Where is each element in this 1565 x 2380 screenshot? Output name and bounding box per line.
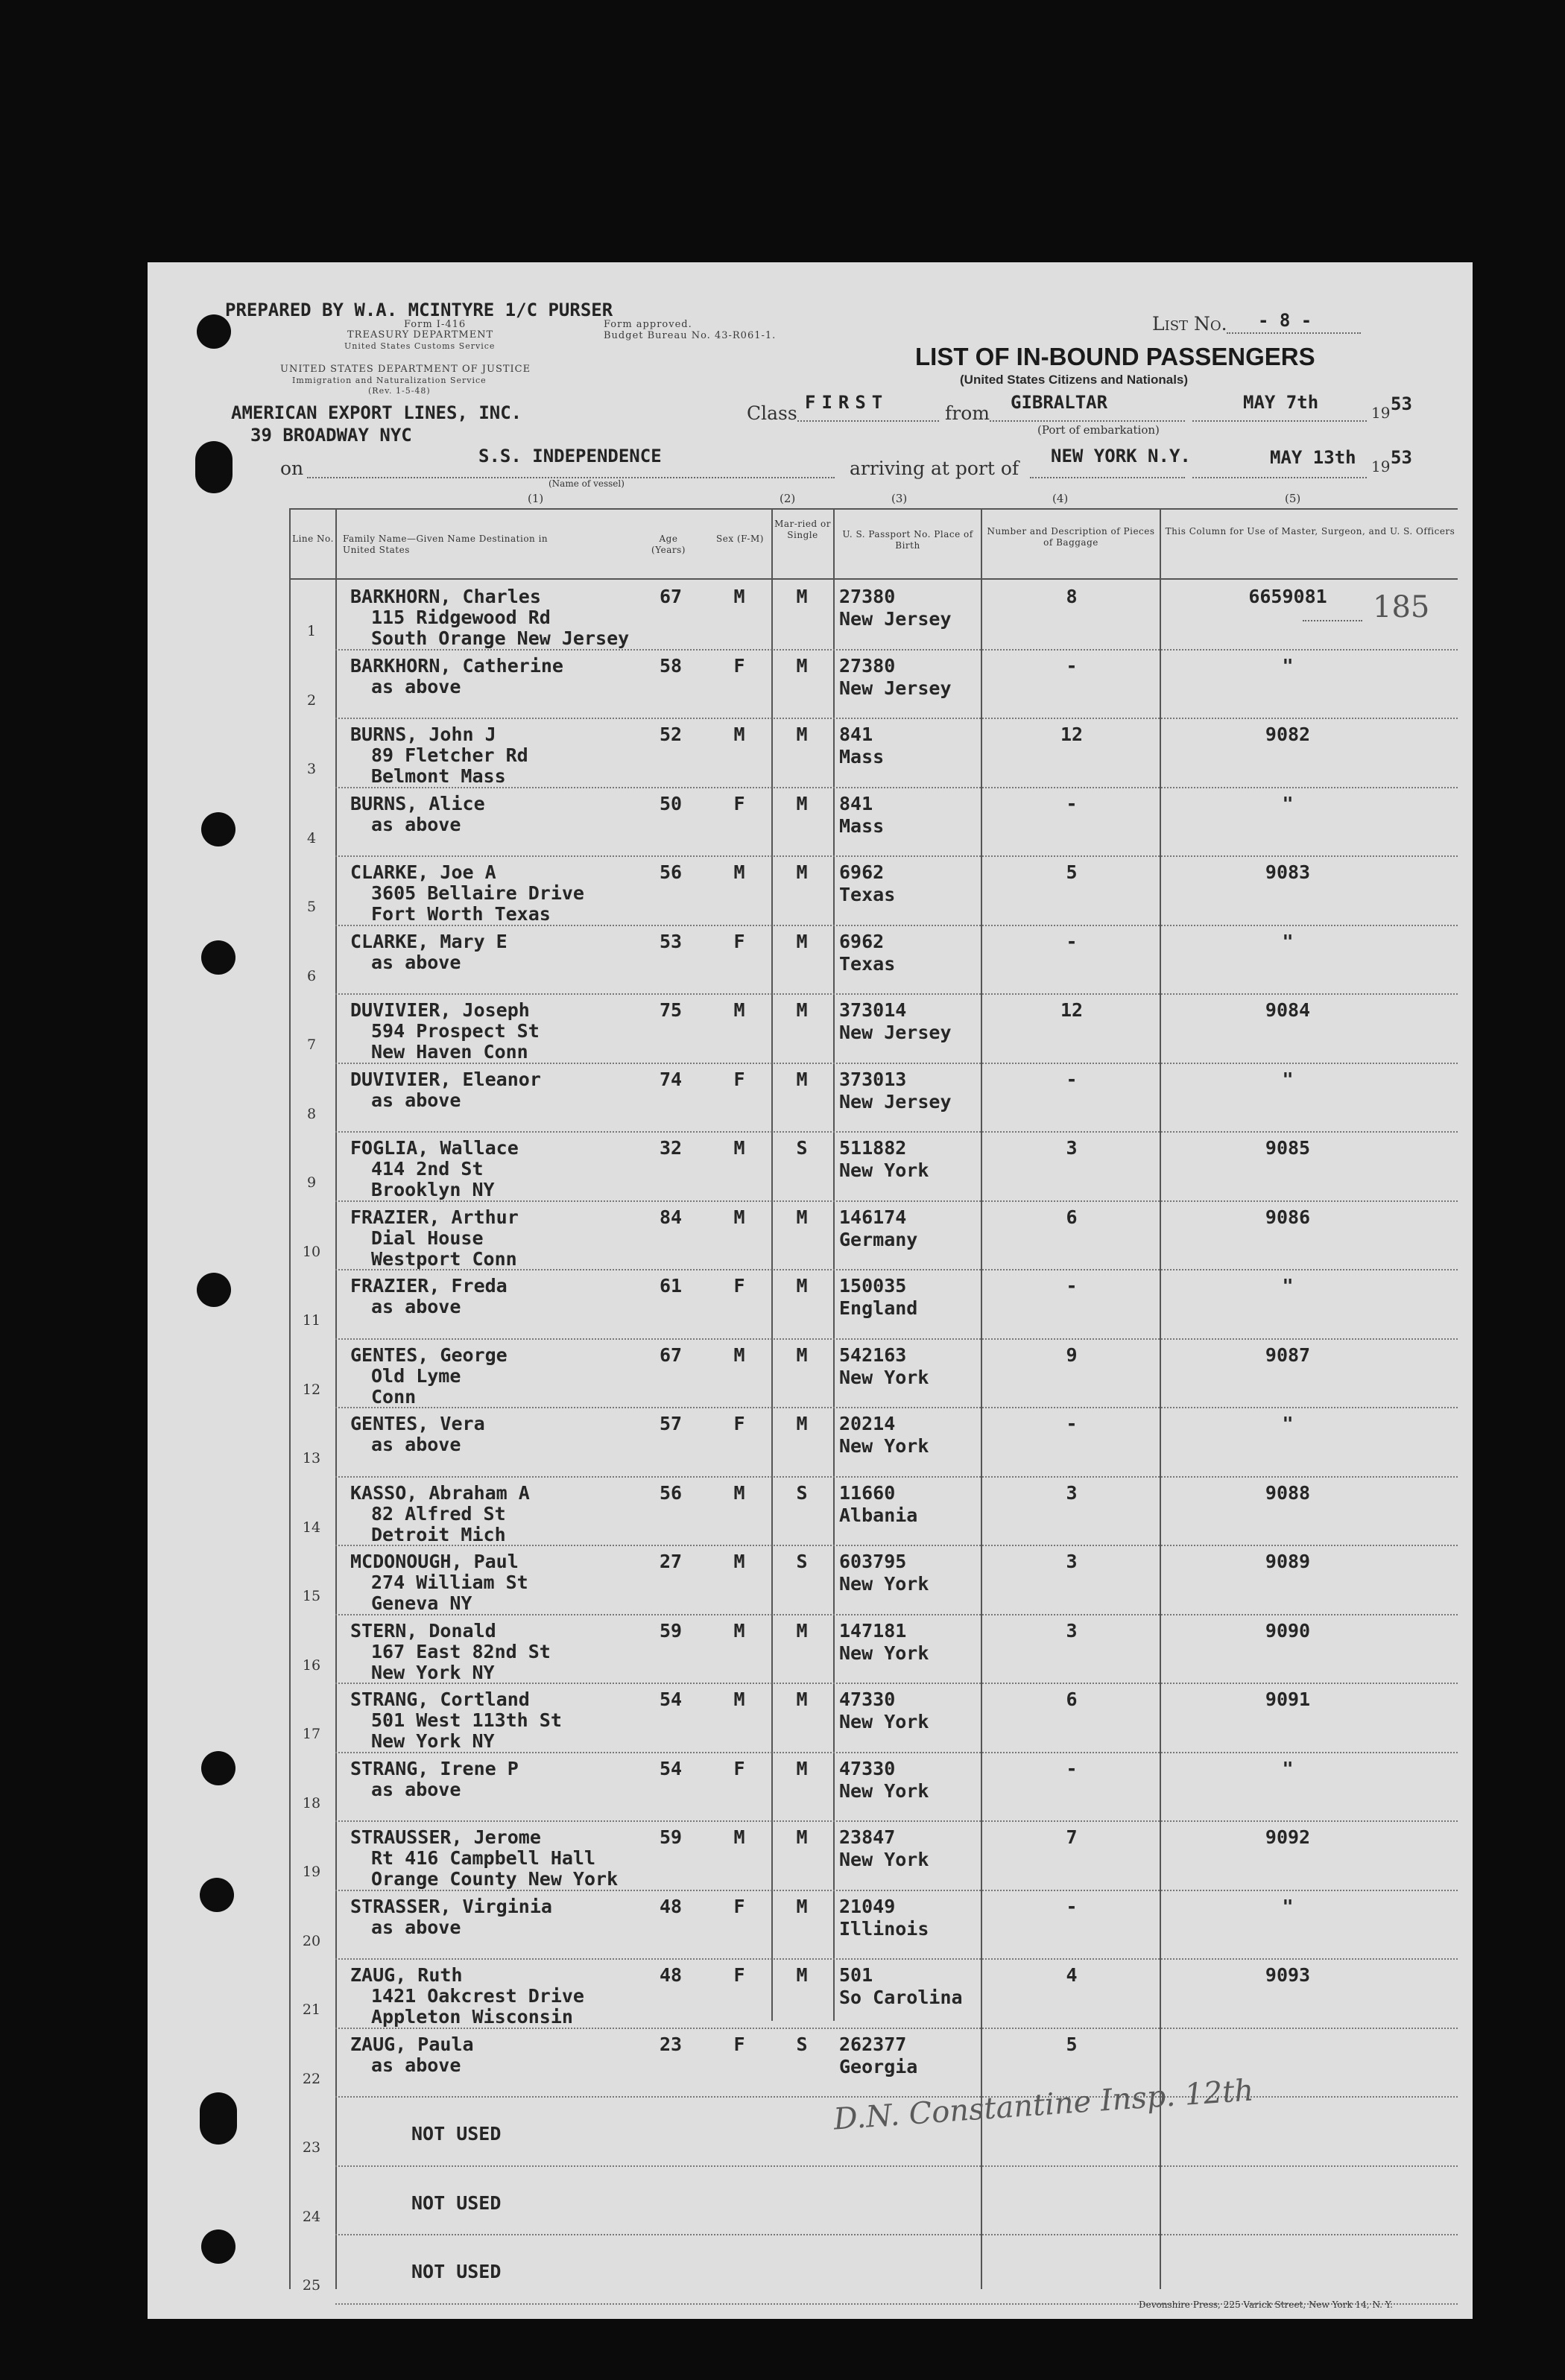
officer-use-value: 9085 [1265, 1137, 1311, 1159]
passenger-age: 59 [659, 1826, 683, 1848]
list-number: - 8 - [1258, 310, 1312, 331]
passenger-address: as above [371, 1434, 461, 1455]
passenger-age: 57 [659, 1413, 683, 1434]
baggage-count: - [1066, 1275, 1078, 1297]
passenger-sex: M [733, 724, 745, 745]
passenger-name: STRANG, Irene P [350, 1757, 519, 1779]
baggage-count: 3 [1066, 1481, 1078, 1504]
baggage-count: 3 [1066, 1619, 1078, 1642]
passport-number: 262377 [839, 2033, 907, 2055]
baggage-count: 5 [1066, 2033, 1078, 2055]
passport-number: 47330 [839, 1757, 896, 1779]
list-no-label: List No. [1152, 313, 1227, 335]
officer-use-value: " [1282, 792, 1294, 814]
baggage-count: - [1066, 654, 1078, 677]
officer-use-value: " [1282, 1413, 1294, 1434]
col-number-4: (4) [1052, 492, 1069, 505]
passenger-sex: F [733, 2033, 745, 2055]
line-number: 2 [306, 691, 317, 709]
passenger-name: CLARKE, Mary E [350, 930, 508, 952]
embarkation-date: MAY 7th [1243, 392, 1319, 413]
arrival-date: MAY 13th [1270, 447, 1356, 468]
passenger-address: 1421 Oakcrest Drive [371, 1985, 584, 2007]
passport-number: 147181 [839, 1619, 907, 1642]
line-number: 17 [302, 1726, 321, 1742]
line-number: 21 [302, 2001, 321, 2018]
officer-use-value: 9088 [1265, 1481, 1311, 1504]
place-of-birth: England [839, 1297, 918, 1319]
passenger-marital-status: M [796, 792, 808, 814]
line-number: 22 [302, 2070, 321, 2087]
punch-hole [200, 1878, 234, 1912]
line-number: 5 [306, 899, 317, 915]
line-number: 15 [302, 1588, 321, 1604]
passenger-sex: F [733, 1964, 745, 1986]
passenger-address: as above [371, 813, 461, 835]
officer-use-value: " [1282, 654, 1294, 677]
printer-footer: Devonshire Press, 225 Varick Street, New York 14, N. Y. [1139, 2300, 1394, 2310]
line-number: 12 [302, 1381, 321, 1398]
treasury-dept: TREASURY DEPARTMENT [347, 329, 494, 341]
passenger-sex: M [733, 1137, 745, 1159]
form-approved: Form approved. [604, 319, 692, 330]
passenger-age: 48 [659, 1964, 683, 1986]
passport-number: 373013 [839, 1068, 907, 1090]
passenger-marital-status: M [796, 999, 808, 1021]
passport-number: 11660 [839, 1481, 896, 1504]
passenger-address: Old Lyme [371, 1364, 461, 1387]
class-label: Class [747, 402, 797, 424]
passenger-city: Detroit Mich [371, 1523, 506, 1545]
baggage-count: - [1066, 1895, 1078, 1917]
officer-use-value: 9091 [1265, 1689, 1311, 1710]
passenger-city: Brooklyn NY [371, 1179, 495, 1200]
officer-use-value: " [1282, 930, 1294, 952]
passenger-sex: M [733, 1619, 745, 1642]
ins-service: Immigration and Naturalization Service [292, 376, 487, 385]
passenger-age: 67 [659, 586, 683, 607]
passenger-sex: F [733, 1068, 745, 1090]
officer-use-value: 9083 [1265, 861, 1311, 883]
passenger-sex: M [733, 1206, 745, 1228]
line-number: 6 [306, 967, 317, 984]
col-number-2: (2) [780, 492, 796, 505]
header-baggage: Number and Description of Pieces of Baggage [987, 526, 1155, 548]
passenger-marital-status: M [796, 654, 808, 677]
passenger-marital-status: M [796, 1275, 808, 1297]
passenger-marital-status: M [796, 861, 808, 883]
prepared-by: PREPARED BY W.A. MCINTYRE 1/C PURSER [225, 300, 613, 320]
form-number: Form I-416 [404, 319, 467, 330]
place-of-birth: New York [839, 1849, 929, 1870]
passenger-marital-status: M [796, 930, 808, 952]
passenger-age: 74 [659, 1068, 683, 1090]
line-number: 7 [306, 1036, 317, 1053]
passport-number: 150035 [839, 1275, 907, 1297]
passenger-address: as above [371, 1916, 461, 1938]
passport-number: 20214 [839, 1413, 896, 1434]
line-number: 9 [306, 1174, 317, 1191]
passenger-name: ZAUG, Paula [350, 2033, 474, 2055]
baggage-count: 7 [1066, 1826, 1078, 1848]
punch-hole [201, 812, 235, 846]
place-of-birth: New York [839, 1366, 929, 1388]
passport-number: 146174 [839, 1206, 907, 1228]
place-of-birth: New York [839, 1711, 929, 1732]
passenger-age: 56 [659, 861, 683, 883]
passenger-name: GENTES, Vera [350, 1413, 485, 1434]
on-label: on [280, 458, 304, 479]
passenger-age: 59 [659, 1619, 683, 1642]
passenger-sex: M [733, 1344, 745, 1366]
passenger-marital-status: M [796, 1964, 808, 1986]
not-used-row: NOT USED [411, 2261, 502, 2282]
passenger-address: 501 West 113th St [371, 1709, 562, 1731]
passenger-sex: M [733, 586, 745, 607]
from-label: from [945, 402, 990, 424]
passenger-age: 54 [659, 1757, 683, 1779]
not-used-row: NOT USED [411, 2123, 502, 2145]
line-number: 20 [302, 1932, 321, 1949]
line-number: 19 [302, 1864, 321, 1880]
passenger-marital-status: M [796, 1619, 808, 1642]
passenger-address: as above [371, 1296, 461, 1317]
passenger-address: as above [371, 951, 461, 973]
baggage-count: 12 [1060, 724, 1084, 745]
line-number: 1 [306, 623, 317, 639]
passenger-marital-status: M [796, 1895, 808, 1917]
passenger-age: 50 [659, 792, 683, 814]
place-of-birth: Albania [839, 1504, 918, 1526]
passenger-marital-status: S [796, 1481, 808, 1504]
passenger-sex: F [733, 1413, 745, 1434]
col-number-1: (1) [528, 492, 544, 505]
passport-number: 511882 [839, 1137, 907, 1159]
passenger-address: 167 East 82nd St [371, 1640, 551, 1662]
passenger-age: 54 [659, 1689, 683, 1710]
place-of-birth: New York [839, 1573, 929, 1595]
passenger-sex: F [733, 930, 745, 952]
punch-hole [201, 940, 235, 975]
baggage-count: - [1066, 1413, 1078, 1434]
header-passport: U. S. Passport No. Place of Birth [842, 529, 973, 551]
place-of-birth: Texas [839, 884, 896, 905]
passenger-address: as above [371, 675, 461, 697]
baggage-count: 3 [1066, 1551, 1078, 1572]
baggage-count: 9 [1066, 1344, 1078, 1366]
passport-number: 501 [839, 1964, 873, 1986]
shipping-line: AMERICAN EXPORT LINES, INC. [231, 402, 522, 423]
punch-hole [201, 1751, 235, 1785]
passenger-city: Westport Conn [371, 1247, 517, 1270]
punch-hole [200, 2092, 237, 2145]
punch-hole [197, 1273, 231, 1307]
passenger-name: BURNS, John J [350, 724, 496, 745]
not-used-row: NOT USED [411, 2191, 502, 2214]
place-of-birth: Illinois [839, 1917, 929, 1940]
class-value: FIRST [805, 392, 889, 413]
passenger-address: as above [371, 1778, 461, 1800]
passenger-city: Belmont Mass [371, 765, 506, 787]
place-of-birth: Georgia [839, 2055, 918, 2077]
passenger-marital-status: M [796, 1757, 808, 1779]
passenger-marital-status: M [796, 1206, 808, 1228]
place-of-birth: So Carolina [839, 1987, 963, 2008]
passenger-sex: M [733, 1551, 745, 1572]
passenger-address: 89 Fletcher Rd [371, 744, 528, 766]
passenger-name: DUVIVIER, Joseph [350, 999, 530, 1021]
embark-year-prefix: 19 [1371, 404, 1391, 422]
passenger-city: Fort Worth Texas [371, 903, 551, 925]
passport-number: 373014 [839, 999, 907, 1021]
passenger-name: DUVIVIER, Eleanor [350, 1068, 541, 1090]
passenger-address: 414 2nd St [371, 1158, 484, 1180]
manifest-page [148, 262, 1473, 2319]
passenger-age: 84 [659, 1206, 683, 1228]
officer-use-value: 9089 [1265, 1551, 1311, 1572]
customs-service: United States Customs Service [344, 341, 496, 351]
arrival-year-prefix: 19 [1371, 458, 1391, 475]
baggage-count: - [1066, 1757, 1078, 1779]
punch-hole [195, 441, 233, 493]
vessel-name: S.S. INDEPENDENCE [478, 446, 662, 466]
baggage-count: 6 [1066, 1689, 1078, 1710]
line-number: 16 [302, 1656, 321, 1674]
place-of-birth: New Jersey [839, 1090, 952, 1113]
passenger-age: 75 [659, 999, 683, 1021]
document-subtitle: (United States Citizens and Nationals) [960, 373, 1189, 387]
punch-hole [201, 2229, 235, 2264]
arrival-port: NEW YORK N.Y. [1051, 446, 1191, 466]
passenger-age: 32 [659, 1137, 683, 1159]
passenger-age: 58 [659, 654, 683, 677]
passenger-marital-status: M [796, 1689, 808, 1710]
arrival-year-suffix: 53 [1391, 447, 1412, 468]
passenger-marital-status: M [796, 586, 808, 607]
baggage-count: 4 [1066, 1964, 1078, 1986]
passenger-age: 53 [659, 930, 683, 952]
baggage-count: - [1066, 792, 1078, 814]
passenger-age: 67 [659, 1344, 683, 1366]
passenger-address: Dial House [371, 1227, 484, 1249]
passenger-city: New Haven Conn [371, 1041, 528, 1063]
passport-number: 841 [839, 724, 873, 745]
passenger-marital-status: S [796, 1137, 808, 1159]
passenger-name: BARKHORN, Charles [350, 586, 541, 607]
passenger-name: FRAZIER, Arthur [350, 1206, 519, 1228]
officer-use-value: 9084 [1265, 999, 1311, 1021]
passenger-age: 61 [659, 1275, 683, 1297]
passenger-name: KASSO, Abraham A [350, 1481, 530, 1504]
baggage-count: 12 [1060, 999, 1084, 1021]
baggage-count: 8 [1066, 586, 1078, 607]
place-of-birth: New York [839, 1159, 929, 1181]
baggage-count: - [1066, 930, 1078, 952]
place-of-birth: Texas [839, 952, 896, 975]
arriving-label: arriving at port of [850, 458, 1019, 479]
passenger-age: 56 [659, 1481, 683, 1504]
line-number: 3 [306, 761, 317, 777]
passport-number: 47330 [839, 1689, 896, 1710]
passenger-sex: F [733, 1895, 745, 1917]
place-of-birth: New Jersey [839, 677, 952, 699]
passenger-marital-status: S [796, 2033, 808, 2055]
passenger-name: STRANG, Cortland [350, 1689, 530, 1710]
embarkation-port: GIBRALTAR [1011, 392, 1108, 413]
passenger-sex: M [733, 1826, 745, 1848]
passenger-name: STERN, Donald [350, 1619, 496, 1642]
place-of-birth: Germany [839, 1228, 918, 1250]
rev-date: (Rev. 1-5-48) [368, 386, 431, 396]
passenger-age: 52 [659, 724, 683, 745]
passenger-address: as above [371, 1089, 461, 1111]
passenger-city: New York NY [371, 1730, 495, 1752]
passenger-sex: F [733, 792, 745, 814]
embark-year-suffix: 53 [1391, 393, 1412, 414]
officer-use-value: 9087 [1265, 1344, 1311, 1366]
passport-number: 27380 [839, 586, 896, 607]
vessel-caption: (Name of vessel) [548, 478, 625, 489]
header-officers-use: This Column for Use of Master, Surgeon, and U. S. Officers [1165, 526, 1455, 537]
passenger-name: FOGLIA, Wallace [350, 1137, 519, 1159]
passenger-sex: F [733, 1757, 745, 1779]
col-number-3: (3) [891, 492, 908, 505]
passport-number: 6962 [839, 861, 885, 883]
passenger-address: as above [371, 2054, 461, 2076]
passenger-city: Conn [371, 1385, 417, 1408]
passenger-name: STRAUSSER, Jerome [350, 1826, 541, 1848]
passenger-sex: M [733, 1481, 745, 1504]
officer-use-value: 9086 [1265, 1206, 1311, 1228]
header-name: Family Name—Given Name Destination in United States [343, 534, 548, 555]
officer-use-value: 9082 [1265, 724, 1311, 745]
passenger-marital-status: M [796, 1068, 808, 1090]
baggage-count: 3 [1066, 1137, 1078, 1159]
document-title: LIST OF IN-BOUND PASSENGERS [915, 343, 1315, 370]
passenger-city: Appleton Wisconsin [371, 2006, 573, 2028]
passenger-sex: F [733, 1275, 745, 1297]
passenger-name: BURNS, Alice [350, 792, 485, 814]
header-married: Mar-ried or Single [774, 519, 831, 540]
passport-number: 27380 [839, 654, 896, 677]
line-number: 4 [306, 829, 317, 846]
inspector-signature: D.N. Constantine Insp. 12th [832, 2073, 1255, 2137]
baggage-count: 5 [1066, 861, 1078, 883]
passenger-sex: F [733, 654, 745, 677]
passenger-marital-status: M [796, 1413, 808, 1434]
line-number: 14 [302, 1519, 321, 1536]
line-number: 8 [306, 1105, 317, 1122]
line-number: 10 [302, 1243, 321, 1260]
passenger-sex: M [733, 861, 745, 883]
passenger-name: CLARKE, Joe A [350, 861, 496, 883]
passenger-city: Geneva NY [371, 1592, 472, 1614]
passenger-address: 115 Ridgewood Rd [371, 607, 551, 628]
baggage-count: - [1066, 1068, 1078, 1090]
margin-note: 185 [1373, 590, 1430, 624]
passport-number: 6962 [839, 930, 885, 952]
passenger-address: 82 Alfred St [371, 1502, 506, 1525]
passport-number: 603795 [839, 1551, 907, 1572]
shipping-line-address: 39 BROADWAY NYC [250, 425, 412, 446]
header-line-no: Line No. [292, 534, 334, 544]
header-age: Age (Years) [651, 534, 686, 555]
baggage-count: 6 [1066, 1206, 1078, 1228]
place-of-birth: New York [839, 1779, 929, 1802]
punch-hole [197, 314, 231, 349]
officer-use-value: 9093 [1265, 1964, 1311, 1986]
passenger-name: GENTES, George [350, 1344, 508, 1366]
passenger-marital-status: M [796, 1826, 808, 1848]
passenger-address: Rt 416 Campbell Hall [371, 1847, 596, 1869]
line-number: 25 [302, 2277, 321, 2294]
budget-bureau: Budget Bureau No. 43-R061-1. [604, 330, 777, 341]
header-sex: Sex (F-M) [716, 534, 764, 544]
line-number: 11 [302, 1312, 321, 1329]
passenger-age: 27 [659, 1551, 683, 1572]
passport-number: 841 [839, 792, 873, 814]
passenger-marital-status: S [796, 1551, 808, 1572]
passenger-name: ZAUG, Ruth [350, 1964, 463, 1986]
officer-use-value: " [1282, 1068, 1294, 1090]
passenger-marital-status: M [796, 724, 808, 745]
place-of-birth: New Jersey [839, 608, 952, 630]
col-number-5: (5) [1285, 492, 1301, 505]
officer-use-value: " [1282, 1757, 1294, 1779]
officer-use-value: 9090 [1265, 1619, 1311, 1642]
place-of-birth: New Jersey [839, 1022, 952, 1043]
passenger-name: BARKHORN, Catherine [350, 654, 563, 677]
justice-dept: UNITED STATES DEPARTMENT OF JUSTICE [280, 364, 531, 375]
port-embarkation-caption: (Port of embarkation) [1037, 423, 1160, 437]
passenger-age: 23 [659, 2033, 683, 2055]
passenger-address: 3605 Bellaire Drive [371, 882, 584, 904]
officer-use-value: 9092 [1265, 1826, 1311, 1848]
officer-use-value: 6659081 [1248, 586, 1327, 607]
passenger-age: 48 [659, 1895, 683, 1917]
line-number: 13 [302, 1450, 321, 1466]
officer-use-value: " [1282, 1895, 1294, 1917]
passenger-name: FRAZIER, Freda [350, 1275, 508, 1297]
place-of-birth: New York [839, 1435, 929, 1457]
place-of-birth: New York [839, 1642, 929, 1664]
place-of-birth: Mass [839, 814, 885, 837]
passenger-city: New York NY [371, 1661, 495, 1683]
passenger-sex: M [733, 999, 745, 1021]
passenger-name: MCDONOUGH, Paul [350, 1551, 519, 1572]
passenger-address: 594 Prospect St [371, 1020, 540, 1042]
line-number: 24 [302, 2208, 321, 2225]
passenger-city: Orange County New York [371, 1868, 619, 1890]
place-of-birth: Mass [839, 746, 885, 768]
passport-number: 21049 [839, 1895, 896, 1917]
passenger-sex: M [733, 1689, 745, 1710]
passenger-marital-status: M [796, 1344, 808, 1366]
passport-number: 23847 [839, 1826, 896, 1848]
passenger-address: 274 William St [371, 1572, 528, 1593]
passenger-city: South Orange New Jersey [371, 627, 630, 649]
officer-use-value: " [1282, 1275, 1294, 1297]
line-number: 18 [302, 1794, 321, 1811]
line-number: 23 [302, 2139, 321, 2156]
passenger-name: STRASSER, Virginia [350, 1895, 552, 1917]
passport-number: 542163 [839, 1344, 907, 1366]
